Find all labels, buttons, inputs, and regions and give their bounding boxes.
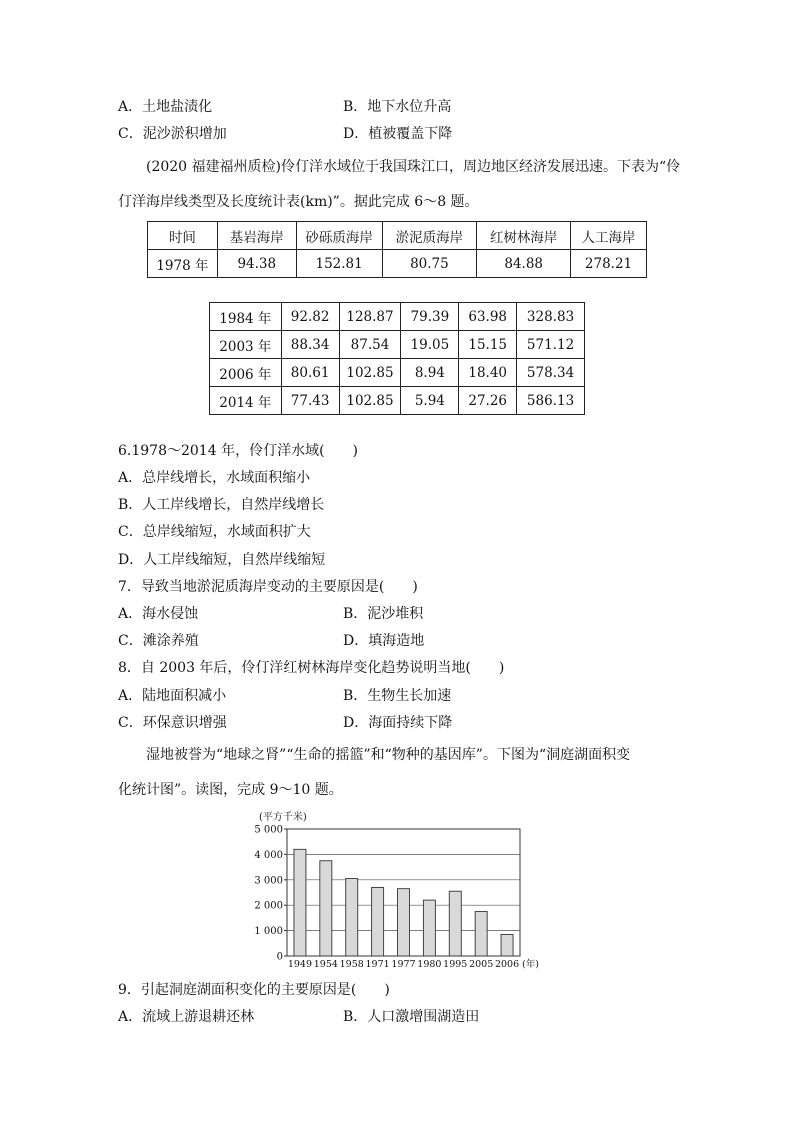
- table-cell: 63.98: [459, 303, 517, 331]
- table-cell: 278.21: [571, 250, 647, 278]
- y-tick-label: 2 000: [254, 900, 283, 912]
- table-row: [210, 387, 585, 415]
- table-cell: 80.61: [281, 359, 339, 387]
- bar: [372, 887, 384, 956]
- table-cell: 102.85: [339, 387, 401, 415]
- table-cell: 1978 年: [148, 250, 218, 278]
- table-cell: 2014 年: [210, 387, 282, 415]
- x-tick-label: 1958: [339, 959, 364, 970]
- table-cell: 27.26: [459, 387, 517, 415]
- q8-option-c: C．环保意识增强: [118, 715, 227, 731]
- bar: [398, 889, 410, 956]
- intro-9-10-line2: 化统计图”。读图，完成 9～10 题。: [118, 782, 343, 798]
- table-cell: 18.40: [459, 359, 517, 387]
- q6-option-b: B．人工岸线增长，自然岸线增长: [118, 497, 325, 513]
- table-cell: 586.13: [517, 387, 585, 415]
- y-tick-label: 4 000: [254, 849, 283, 861]
- q8-option-b: B．生物生长加速: [343, 688, 452, 704]
- header-cell: 砂砾质海岸: [296, 222, 382, 250]
- q6-option-a: A．总岸线增长，水域面积缩小: [118, 470, 311, 486]
- bar: [346, 879, 358, 956]
- coastline-table-header: [147, 221, 647, 278]
- table-cell: 328.83: [517, 303, 585, 331]
- table-cell: 128.87: [339, 303, 401, 331]
- bar: [320, 861, 332, 956]
- bar: [423, 900, 435, 956]
- x-tick-label: 1954: [313, 959, 338, 970]
- table-cell: 102.85: [339, 359, 401, 387]
- y-tick-label: 1 000: [254, 926, 283, 938]
- header-cell: 时间: [148, 222, 218, 250]
- table-cell: 1984 年: [210, 303, 282, 331]
- table-cell: 77.43: [281, 387, 339, 415]
- header-cell: 基岩海岸: [217, 222, 296, 250]
- q5-option-c: C．泥沙淤积增加: [118, 126, 227, 142]
- table-cell: 88.34: [281, 331, 339, 359]
- dongting-lake-area-chart: [230, 808, 560, 973]
- q5-option-d: D．植被覆盖下降: [343, 126, 453, 142]
- q5-option-b: B．地下水位升高: [343, 99, 452, 115]
- table-row: [210, 303, 585, 331]
- x-tick-label: 1949: [287, 959, 313, 970]
- x-axis-unit: (年): [522, 959, 539, 970]
- table-cell: 80.75: [382, 250, 477, 278]
- q9-option-a: A．流域上游退耕还林: [118, 1009, 255, 1025]
- y-axis-label: (平方千米): [259, 812, 307, 823]
- bar: [501, 934, 513, 956]
- table-cell: 8.94: [401, 359, 459, 387]
- table-cell: 152.81: [296, 250, 382, 278]
- table-cell: 94.38: [217, 250, 296, 278]
- table-cell: 578.34: [517, 359, 585, 387]
- x-tick-label: 2005: [469, 959, 494, 970]
- q6-stem: 6.1978～2014 年，伶仃洋水域( ): [118, 443, 358, 459]
- x-tick-label: 1980: [417, 959, 442, 970]
- table-row: [210, 331, 585, 359]
- q5-option-a: A．土地盐渍化: [118, 99, 213, 115]
- q8-option-d: D．海面持续下降: [343, 715, 453, 731]
- header-cell: 淤泥质海岸: [382, 222, 477, 250]
- x-tick-label: 1995: [443, 959, 468, 970]
- table-header-row: [148, 222, 647, 250]
- q6-option-c: C．总岸线缩短，水域面积扩大: [118, 524, 311, 540]
- table-cell: 92.82: [281, 303, 339, 331]
- table-cell: 19.05: [401, 331, 459, 359]
- coastline-table-continued: [209, 302, 585, 415]
- q9-stem: 9．引起洞庭湖面积变化的主要原因是( ): [118, 982, 390, 998]
- bar: [294, 849, 306, 956]
- table-row: [210, 359, 585, 387]
- q7-option-c: C．滩涂养殖: [118, 633, 199, 649]
- y-tick-label: 3 000: [254, 875, 283, 887]
- y-tick-label: 0: [276, 951, 283, 963]
- q6-option-d: D．人工岸线缩短，自然岸线缩短: [118, 552, 326, 568]
- intro-6-8-line1: (2020 福建福州质检)伶仃洋水域位于我国珠江口，周边地区经济发展迅速。下表为“伶: [146, 159, 681, 175]
- x-tick-label: 2006: [494, 959, 520, 970]
- table-cell: 79.39: [401, 303, 459, 331]
- q8-stem: 8．自 2003 年后，伶仃洋红树林海岸变化趋势说明当地( ): [118, 660, 505, 676]
- header-cell: 人工海岸: [571, 222, 647, 250]
- table-cell: 5.94: [401, 387, 459, 415]
- q7-stem: 7．导致当地淤泥质海岸变动的主要原因是( ): [118, 579, 418, 595]
- table-cell: 2003 年: [210, 331, 282, 359]
- table-row: [148, 250, 647, 278]
- table-cell: 2006 年: [210, 359, 282, 387]
- table-cell: 15.15: [459, 331, 517, 359]
- table-cell: 571.12: [517, 331, 585, 359]
- table-cell: 87.54: [339, 331, 401, 359]
- q7-option-d: D．填海造地: [343, 633, 425, 649]
- x-tick-label: 1977: [391, 959, 416, 970]
- y-tick-label: 5 000: [254, 824, 283, 836]
- q9-option-b: B．人口激增围湖造田: [343, 1009, 480, 1025]
- q7-option-a: A．海水侵蚀: [118, 606, 199, 622]
- intro-6-8-line2: 仃洋海岸线类型及长度统计表(km)”。据此完成 6～8 题。: [118, 194, 479, 210]
- intro-9-10-line1: 湿地被誉为“地球之肾”“生命的摇篮”和“物种的基因库”。下图为“洞庭湖面积变: [146, 747, 631, 763]
- q7-option-b: B．泥沙堆积: [343, 606, 424, 622]
- bar: [475, 912, 487, 956]
- q8-option-a: A．陆地面积减小: [118, 688, 227, 704]
- table-cell: 84.88: [477, 250, 571, 278]
- x-tick-label: 1971: [365, 959, 390, 970]
- bar: [449, 891, 461, 956]
- header-cell: 红树林海岸: [477, 222, 571, 250]
